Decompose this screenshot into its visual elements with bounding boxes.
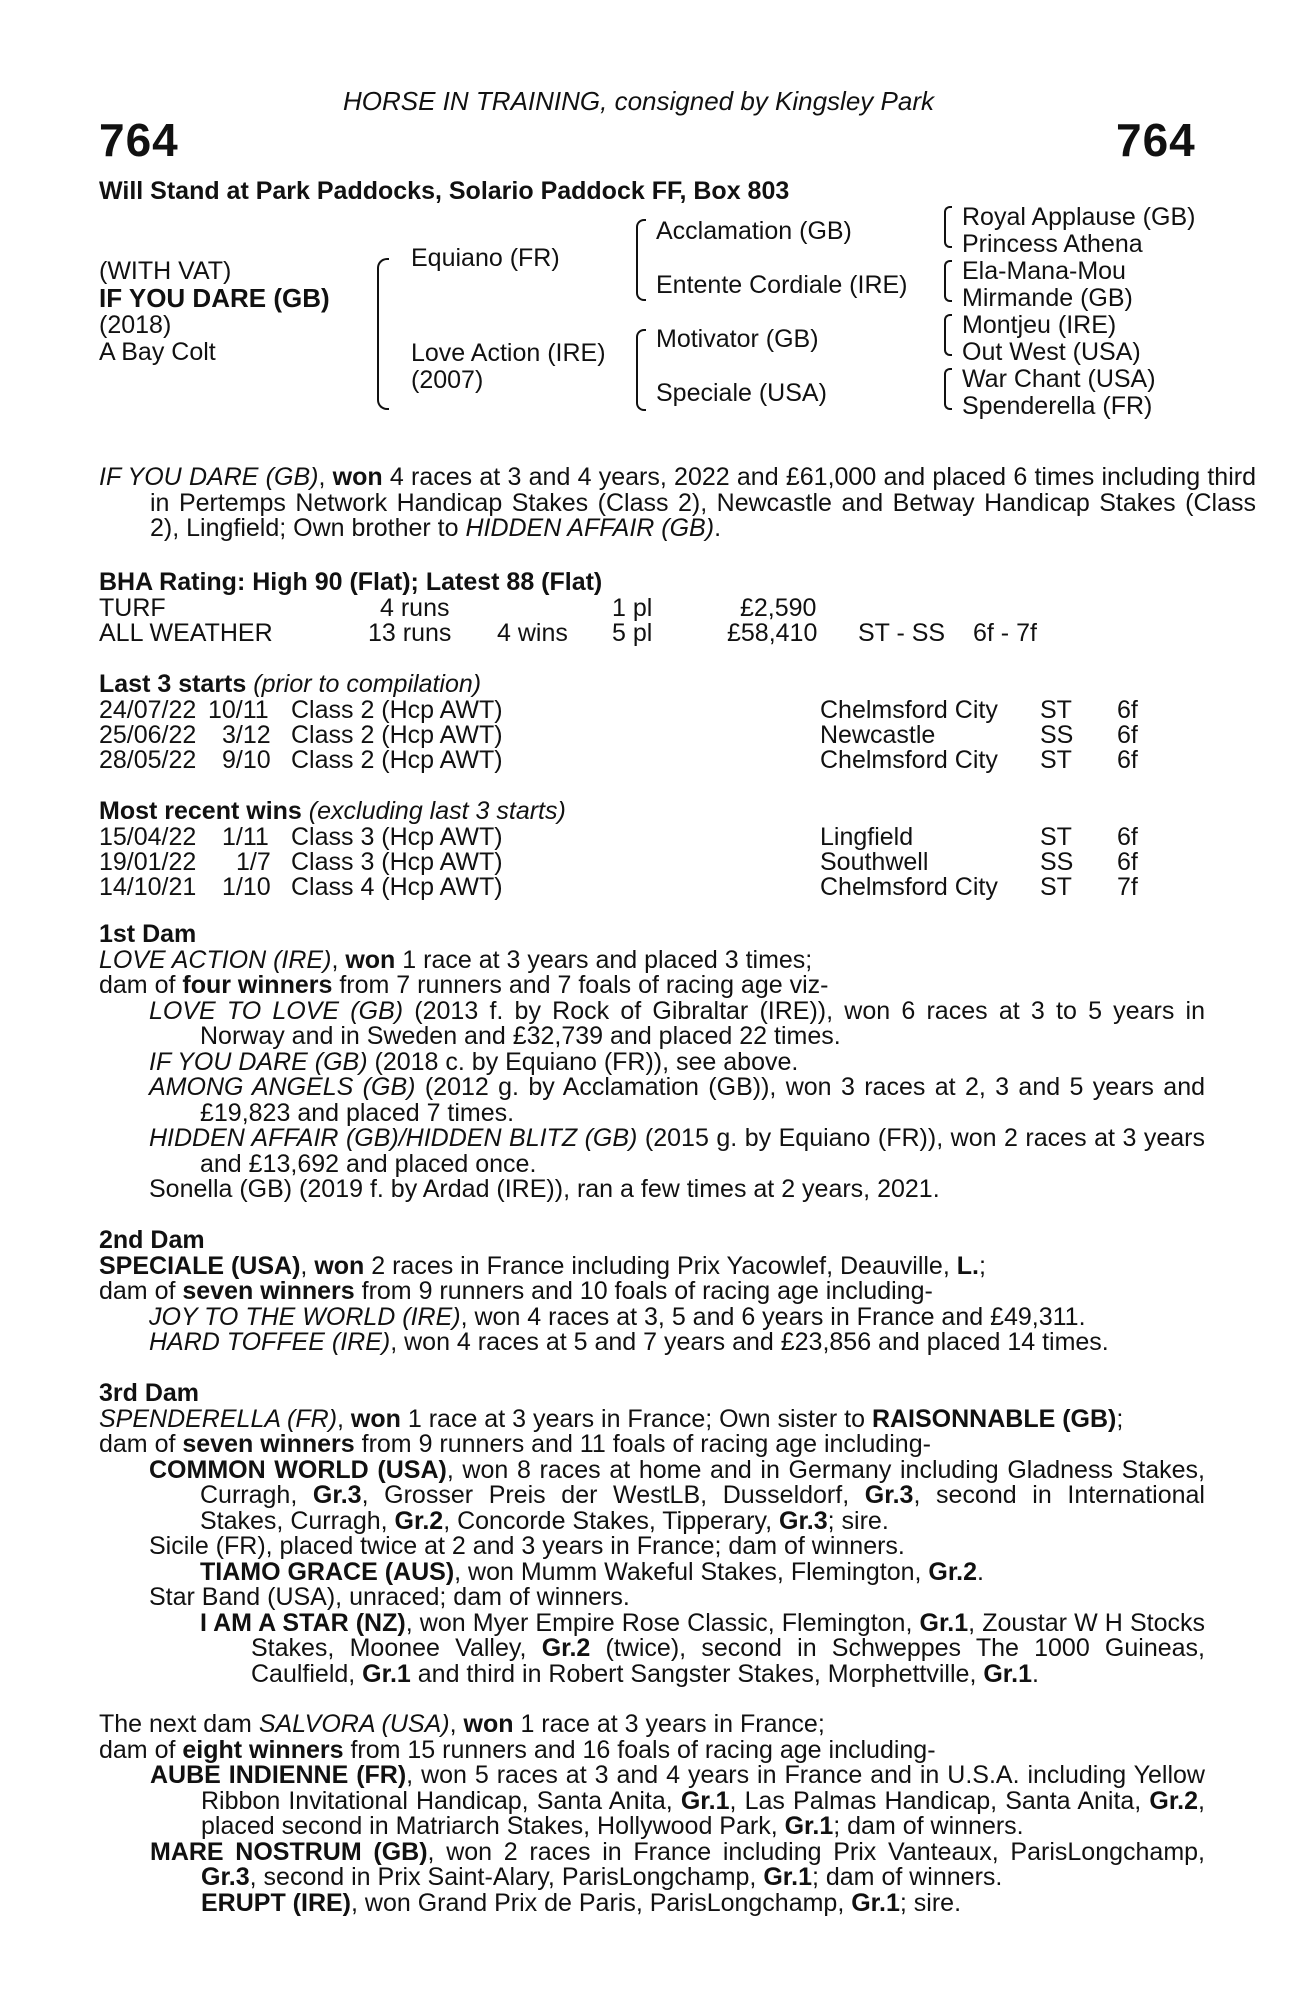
progeny-item: Star Band (USA), unraced; dam of winners. — [149, 1583, 630, 1611]
progeny-item: MARE NOSTRUM (GB), won 2 races in France including Prix Vanteaux, ParisLongchamp, Gr.3, second in Prix Saint-Alary, ParisLongchamp, Gr.1; dam of winners. — [150, 1837, 1205, 1891]
win-class: Class 3 (Hcp AWT) — [291, 848, 503, 876]
win-distance: 6f — [1117, 848, 1138, 876]
win-distance: 6f — [1117, 823, 1138, 851]
recent-wins-heading: Most recent wins (excluding last 3 starts) — [99, 797, 566, 825]
start-distance: 6f — [1117, 746, 1138, 774]
first-dam-line: LOVE ACTION (IRE), won 1 race at 3 years and placed 3 times; — [99, 945, 813, 974]
start-date: 24/07/22 — [99, 696, 197, 724]
progeny-item: Sicile (FR), placed twice at 2 and 3 years in France; dam of winners. — [149, 1532, 905, 1560]
progeny-item: AMONG ANGELS (GB) (2012 g. by Acclamation (GB)), won 3 races at 2, 3 and 5 years and £19,823 and placed 7 times. — [149, 1073, 1205, 1127]
next-dam-line: The next dam SALVORA (USA), won 1 race at 3 years in France; — [99, 1710, 825, 1738]
start-distance: 6f — [1117, 721, 1138, 749]
next-dam-produce: dam of eight winners from 15 runners and 16 foals of racing age including- — [99, 1735, 936, 1764]
first-dam-produce: dam of four winners from 7 runners and 7 foals of racing age viz- — [99, 971, 829, 999]
win-going: ST — [1040, 823, 1072, 851]
horse-description: A Bay Colt — [99, 338, 216, 366]
win-date: 15/04/22 — [99, 823, 197, 851]
rating-surface: ALL WEATHER — [99, 619, 273, 647]
grandprogeny-item: TIAMO GRACE (AUS), won Mumm Wakeful Stakes, Flemington, Gr.2. — [200, 1557, 984, 1586]
win-position: 1/7 — [236, 848, 271, 876]
progeny-item: COMMON WORLD (USA), won 8 races at home and in Germany including Gladness Stakes, Curragh, Gr.3, Grosser Preis der WestLB, Dusseldorf, Gr.3, second in International Stakes, Curragh, Gr.2, Concorde Stakes, Tipperary, Gr.3; sire. — [149, 1455, 1205, 1535]
dam: Love Action (IRE) — [411, 339, 606, 367]
start-position: 3/12 — [222, 721, 271, 749]
start-class: Class 2 (Hcp AWT) — [291, 696, 503, 724]
first-dam-section — [99, 922, 1205, 1203]
stand-location: Will Stand at Park Paddocks, Solario Paddock FF, Box 803 — [99, 177, 790, 205]
rating-money: £58,410 — [727, 619, 818, 647]
start-going: ST — [1040, 696, 1072, 724]
progeny-item: HARD TOFFEE (IRE), won 4 races at 5 and 7 years and £23,856 and placed 14 times. — [149, 1328, 1109, 1356]
win-course: Chelmsford City — [820, 873, 998, 901]
win-distance: 7f — [1117, 873, 1138, 901]
start-date: 28/05/22 — [99, 746, 197, 774]
win-course: Lingfield — [820, 823, 914, 851]
horse-summary: IF YOU DARE (GB), won 4 races at 3 and 4 years, 2022 and £61,000 and placed 6 times including third in Pertemps Network Handicap Stakes (Class 2), Newcastle and Betway Handicap Stakes (Class 2), Lingfield; Own brother to HIDDEN AFFAIR (GB). — [99, 463, 1256, 542]
vat-note: (WITH VAT) — [99, 257, 232, 285]
progeny-item: AUBE INDIENNE (FR), won 5 races at 3 and 4 years in France and in U.S.A. including Yellow Ribbon Invitational Handicap, Santa Anita, Gr.1, Las Palmas Handicap, Santa Anita, Gr.2, placed second in Matriarch Stakes, Hollywood Park, Gr.1; dam of winners. — [150, 1761, 1205, 1840]
rating-going: ST - SS — [858, 619, 946, 647]
dam-brace — [636, 329, 646, 411]
win-position: 1/10 — [222, 873, 271, 901]
win-class: Class 4 (Hcp AWT) — [291, 873, 503, 901]
start-class: Class 2 (Hcp AWT) — [291, 721, 503, 749]
sire: Equiano (FR) — [411, 244, 560, 272]
pedigree-brace — [377, 258, 389, 410]
dam-dam: Speciale (USA) — [656, 379, 827, 407]
third-dam-produce: dam of seven winners from 9 runners and 11 foals of racing age including- — [99, 1430, 931, 1458]
third-dam-heading: 3rd Dam — [99, 1379, 200, 1407]
start-course: Chelmsford City — [820, 746, 998, 774]
start-course: Chelmsford City — [820, 696, 998, 724]
dam-sire: Motivator (GB) — [656, 325, 819, 353]
progeny-item: Sonella (GB) (2019 f. by Ardad (IRE)), ran a few times at 2 years, 2021. — [149, 1175, 940, 1203]
third-dam-line: SPENDERELLA (FR), won 1 race at 3 years in France; Own sister to RAISONNABLE (GB); — [99, 1404, 1124, 1433]
win-position: 1/11 — [222, 823, 269, 851]
brace-2 — [944, 260, 952, 302]
start-going: SS — [1040, 721, 1074, 749]
ddd: Spenderella (FR) — [962, 392, 1153, 420]
sire-brace — [636, 219, 646, 301]
progeny-item: HIDDEN AFFAIR (GB)/HIDDEN BLITZ (GB) (2015 g. by Equiano (FR)), won 2 races at 3 years and £13,692 and placed once. — [149, 1124, 1205, 1178]
win-class: Class 3 (Hcp AWT) — [291, 823, 503, 851]
rating-runs: 13 runs — [368, 619, 452, 647]
brace-3 — [944, 314, 952, 356]
lot-number-right: 764 — [1116, 114, 1196, 166]
brace-4 — [944, 368, 952, 410]
second-dam-line: SPECIALE (USA), won 2 races in France including Prix Yacowlef, Deauville, L.; — [99, 1251, 986, 1280]
win-going: ST — [1040, 873, 1072, 901]
rating-wins: 4 wins — [497, 619, 568, 647]
brace-1 — [944, 206, 952, 248]
dss: Montjeu (IRE) — [962, 311, 1117, 339]
lot-number-left: 764 — [99, 114, 179, 166]
second-dam-heading: 2nd Dam — [99, 1226, 205, 1254]
start-class: Class 2 (Hcp AWT) — [291, 746, 503, 774]
rating-money: £2,590 — [740, 594, 817, 622]
start-course: Newcastle — [820, 721, 936, 749]
last-starts-heading: Last 3 starts (prior to compilation) — [99, 670, 482, 698]
rating-placed: 5 pl — [612, 619, 653, 647]
win-course: Southwell — [820, 848, 929, 876]
progeny-item: ERUPT (IRE), won Grand Prix de Paris, ParisLongchamp, Gr.1; sire. — [201, 1888, 962, 1917]
progeny-item: LOVE TO LOVE (GB) (2013 f. by Rock of Gibraltar (IRE)), won 6 races at 3 to 5 years in Norway and in Sweden and £32,739 and placed 22 times. — [149, 996, 1205, 1050]
second-dam-section — [99, 1228, 1205, 1356]
rating-distance: 6f - 7f — [973, 619, 1037, 647]
next-dam-section — [99, 1712, 1205, 1916]
grandprogeny-item: I AM A STAR (NZ), won Myer Empire Rose Classic, Flemington, Gr.1, Zoustar W H Stocks Stakes, Moonee Valley, Gr.2 (twice), second in Schweppes The 1000 Guineas, Caulfield, Gr.1 and third in Robert Sangster Stakes, Morphettville, Gr.1. — [200, 1608, 1205, 1688]
win-date: 19/01/22 — [99, 848, 197, 876]
progeny-item: IF YOU DARE (GB) (2018 c. by Equiano (FR)), see above. — [149, 1047, 799, 1076]
sire-sire: Acclamation (GB) — [656, 217, 852, 245]
start-going: ST — [1040, 746, 1072, 774]
catalogue-subtitle: HORSE IN TRAINING, consigned by Kingsley Park — [343, 86, 934, 116]
second-dam-produce: dam of seven winners from 9 runners and 10 foals of racing age including- — [99, 1277, 933, 1305]
bha-rating: BHA Rating: High 90 (Flat); Latest 88 (Flat) — [99, 568, 603, 596]
third-dam-section — [99, 1381, 1205, 1687]
sdd: Mirmande (GB) — [962, 284, 1133, 312]
rating-surface: TURF — [99, 594, 166, 622]
sire-dam: Entente Cordiale (IRE) — [656, 271, 908, 299]
dsd: Out West (USA) — [962, 338, 1141, 366]
start-date: 25/06/22 — [99, 721, 197, 749]
rating-placed: 1 pl — [612, 594, 653, 622]
start-position: 9/10 — [222, 746, 271, 774]
dam-year: (2007) — [411, 366, 484, 394]
start-distance: 6f — [1117, 696, 1138, 724]
horse-year: (2018) — [99, 311, 172, 339]
dds: War Chant (USA) — [962, 365, 1156, 393]
first-dam-heading: 1st Dam — [99, 920, 197, 948]
win-going: SS — [1040, 848, 1074, 876]
win-date: 14/10/21 — [99, 873, 197, 901]
ssd: Princess Athena — [962, 230, 1143, 258]
horse-name: IF YOU DARE (GB) — [99, 283, 330, 313]
rating-runs: 4 runs — [380, 594, 450, 622]
progeny-item: JOY TO THE WORLD (IRE), won 4 races at 3, 5 and 6 years in France and £49,311. — [149, 1302, 1086, 1331]
sds: Ela-Mana-Mou — [962, 257, 1126, 285]
start-position: 10/11 — [208, 696, 269, 724]
sss: Royal Applause (GB) — [962, 203, 1196, 231]
